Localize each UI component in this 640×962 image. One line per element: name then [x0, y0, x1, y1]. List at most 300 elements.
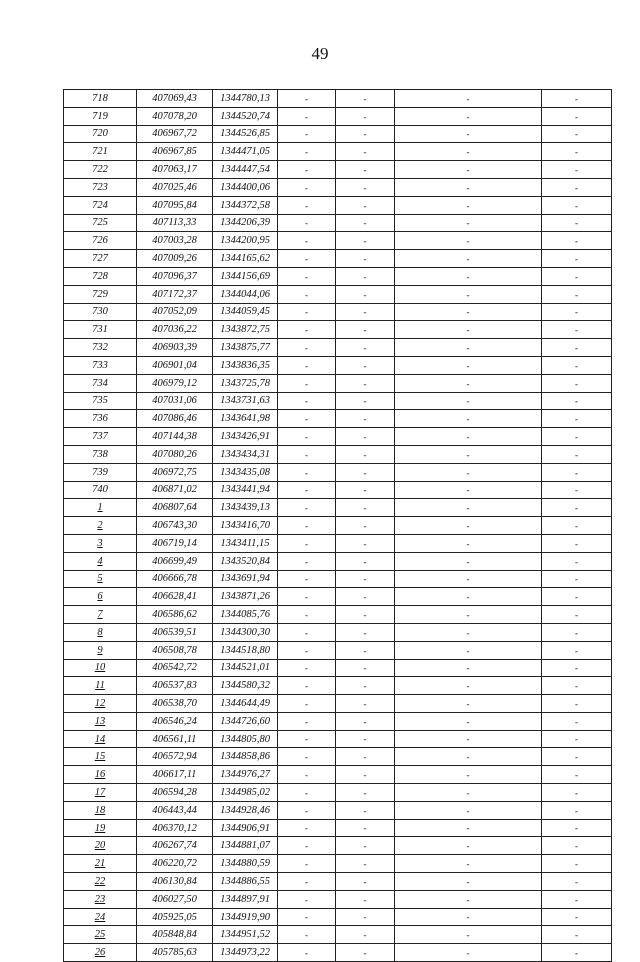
- point-number-text: 726: [92, 235, 108, 247]
- point-number: [64, 339, 137, 357]
- point-number: [64, 944, 137, 962]
- empty-value-dash: -: [395, 285, 542, 303]
- empty-value-dash: -: [542, 677, 612, 695]
- point-number: [64, 214, 137, 232]
- point-number-text: 731: [92, 324, 108, 336]
- empty-value-dash: -: [395, 125, 542, 143]
- table-row: [64, 499, 612, 517]
- x-coordinate: 406586,62: [137, 606, 213, 624]
- table-row: [64, 463, 612, 481]
- x-coordinate: 407063,17: [137, 161, 213, 179]
- point-number-text: 24: [94, 911, 106, 923]
- point-number: [64, 90, 137, 108]
- empty-value-dash: -: [336, 107, 395, 125]
- empty-value-dash: -: [395, 570, 542, 588]
- x-coordinate: 407096,37: [137, 267, 213, 285]
- empty-value-dash: -: [336, 517, 395, 535]
- empty-value-dash: -: [542, 161, 612, 179]
- empty-value-dash: -: [336, 623, 395, 641]
- y-coordinate: 1343872,75: [213, 321, 278, 339]
- empty-value-dash: -: [542, 890, 612, 908]
- empty-value-dash: -: [336, 819, 395, 837]
- empty-value-dash: -: [395, 623, 542, 641]
- table-row: [64, 552, 612, 570]
- empty-value-dash: -: [278, 178, 336, 196]
- empty-value-dash: -: [336, 481, 395, 499]
- table-row: [64, 178, 612, 196]
- point-number-text: 735: [92, 395, 108, 407]
- point-number-text: 724: [92, 199, 108, 211]
- point-number-text: 732: [92, 342, 108, 354]
- empty-value-dash: -: [542, 819, 612, 837]
- empty-value-dash: -: [395, 356, 542, 374]
- table-row: [64, 534, 612, 552]
- empty-value-dash: -: [542, 730, 612, 748]
- table-row: [64, 712, 612, 730]
- y-coordinate: 1343411,15: [213, 534, 278, 552]
- x-coordinate: 407052,09: [137, 303, 213, 321]
- point-number: [64, 712, 137, 730]
- point-number-text: 14: [94, 733, 106, 745]
- empty-value-dash: -: [336, 695, 395, 713]
- empty-value-dash: -: [278, 695, 336, 713]
- x-coordinate: 406561,11: [137, 730, 213, 748]
- table-row: [64, 677, 612, 695]
- y-coordinate: 1344580,32: [213, 677, 278, 695]
- empty-value-dash: -: [542, 873, 612, 891]
- point-number-text: 6: [97, 591, 103, 603]
- empty-value-dash: -: [395, 90, 542, 108]
- empty-value-dash: -: [542, 374, 612, 392]
- empty-value-dash: -: [336, 161, 395, 179]
- empty-value-dash: -: [395, 819, 542, 837]
- empty-value-dash: -: [395, 890, 542, 908]
- point-number-text: 3: [97, 537, 103, 549]
- empty-value-dash: -: [278, 143, 336, 161]
- table-row: [64, 143, 612, 161]
- y-coordinate: 1344973,22: [213, 944, 278, 962]
- empty-value-dash: -: [336, 125, 395, 143]
- empty-value-dash: -: [542, 517, 612, 535]
- point-number-text: 13: [94, 715, 106, 727]
- x-coordinate: 407069,43: [137, 90, 213, 108]
- empty-value-dash: -: [278, 267, 336, 285]
- empty-value-dash: -: [278, 712, 336, 730]
- empty-value-dash: -: [542, 695, 612, 713]
- point-number: [64, 588, 137, 606]
- empty-value-dash: -: [336, 356, 395, 374]
- empty-value-dash: -: [542, 570, 612, 588]
- table-row: [64, 517, 612, 535]
- point-number-text: 734: [92, 377, 108, 389]
- empty-value-dash: -: [336, 339, 395, 357]
- empty-value-dash: -: [542, 534, 612, 552]
- x-coordinate: 406967,85: [137, 143, 213, 161]
- point-number-text: 740: [92, 484, 108, 496]
- empty-value-dash: -: [336, 552, 395, 570]
- empty-value-dash: -: [278, 606, 336, 624]
- x-coordinate: 407080,26: [137, 445, 213, 463]
- empty-value-dash: -: [278, 356, 336, 374]
- empty-value-dash: -: [395, 784, 542, 802]
- empty-value-dash: -: [336, 499, 395, 517]
- empty-value-dash: -: [542, 339, 612, 357]
- empty-value-dash: -: [395, 143, 542, 161]
- y-coordinate: 1344976,27: [213, 766, 278, 784]
- empty-value-dash: -: [278, 801, 336, 819]
- empty-value-dash: -: [542, 232, 612, 250]
- table-row: [64, 285, 612, 303]
- point-number: [64, 267, 137, 285]
- y-coordinate: 1343441,94: [213, 481, 278, 499]
- empty-value-dash: -: [278, 926, 336, 944]
- empty-value-dash: -: [395, 677, 542, 695]
- point-number-text: 9: [97, 644, 103, 656]
- empty-value-dash: -: [395, 926, 542, 944]
- table-row: [64, 90, 612, 108]
- point-number: [64, 552, 137, 570]
- empty-value-dash: -: [278, 677, 336, 695]
- point-number-text: 10: [94, 662, 106, 674]
- y-coordinate: 1344300,30: [213, 623, 278, 641]
- empty-value-dash: -: [336, 178, 395, 196]
- x-coordinate: 407009,26: [137, 250, 213, 268]
- point-number: [64, 232, 137, 250]
- y-coordinate: 1344471,05: [213, 143, 278, 161]
- empty-value-dash: -: [278, 944, 336, 962]
- table-row: [64, 908, 612, 926]
- empty-value-dash: -: [542, 267, 612, 285]
- table-row: [64, 214, 612, 232]
- point-number: [64, 428, 137, 446]
- point-number-text: 20: [94, 840, 106, 852]
- point-number-text: 5: [97, 573, 103, 585]
- x-coordinate: 406967,72: [137, 125, 213, 143]
- table-row: [64, 837, 612, 855]
- y-coordinate: 1344906,91: [213, 819, 278, 837]
- point-number: [64, 695, 137, 713]
- point-number-text: 4: [97, 555, 103, 567]
- empty-value-dash: -: [336, 250, 395, 268]
- x-coordinate: 406979,12: [137, 374, 213, 392]
- x-coordinate: 407172,37: [137, 285, 213, 303]
- empty-value-dash: -: [278, 837, 336, 855]
- empty-value-dash: -: [278, 250, 336, 268]
- y-coordinate: 1344985,02: [213, 784, 278, 802]
- empty-value-dash: -: [542, 285, 612, 303]
- point-number: [64, 392, 137, 410]
- y-coordinate: 1344919,90: [213, 908, 278, 926]
- empty-value-dash: -: [336, 873, 395, 891]
- y-coordinate: 1344726,60: [213, 712, 278, 730]
- y-coordinate: 1344400,06: [213, 178, 278, 196]
- point-number-text: 720: [92, 128, 108, 140]
- empty-value-dash: -: [278, 125, 336, 143]
- y-coordinate: 1344644,49: [213, 695, 278, 713]
- empty-value-dash: -: [278, 428, 336, 446]
- table-row: [64, 410, 612, 428]
- point-number-text: 23: [94, 893, 106, 905]
- x-coordinate: 406666,78: [137, 570, 213, 588]
- y-coordinate: 1344928,46: [213, 801, 278, 819]
- empty-value-dash: -: [395, 855, 542, 873]
- empty-value-dash: -: [278, 499, 336, 517]
- empty-value-dash: -: [278, 784, 336, 802]
- table-row: [64, 890, 612, 908]
- empty-value-dash: -: [395, 641, 542, 659]
- empty-value-dash: -: [542, 481, 612, 499]
- point-number: [64, 890, 137, 908]
- empty-value-dash: -: [542, 356, 612, 374]
- y-coordinate: 1344085,76: [213, 606, 278, 624]
- empty-value-dash: -: [542, 748, 612, 766]
- empty-value-dash: -: [542, 445, 612, 463]
- point-number: [64, 606, 137, 624]
- table-row: [64, 926, 612, 944]
- point-number: [64, 534, 137, 552]
- table-row: [64, 392, 612, 410]
- point-number-text: 727: [92, 253, 108, 265]
- empty-value-dash: -: [336, 463, 395, 481]
- empty-value-dash: -: [336, 748, 395, 766]
- y-coordinate: 1343725,78: [213, 374, 278, 392]
- x-coordinate: 406220,72: [137, 855, 213, 873]
- empty-value-dash: -: [542, 944, 612, 962]
- empty-value-dash: -: [395, 250, 542, 268]
- table-row: [64, 730, 612, 748]
- empty-value-dash: -: [395, 588, 542, 606]
- point-number-text: 718: [92, 92, 108, 104]
- y-coordinate: 1344518,80: [213, 641, 278, 659]
- empty-value-dash: -: [278, 214, 336, 232]
- point-number-text: 26: [94, 947, 106, 959]
- x-coordinate: 406719,14: [137, 534, 213, 552]
- empty-value-dash: -: [336, 196, 395, 214]
- point-number-text: 17: [94, 786, 106, 798]
- table-row: [64, 196, 612, 214]
- empty-value-dash: -: [542, 107, 612, 125]
- empty-value-dash: -: [278, 641, 336, 659]
- point-number: [64, 445, 137, 463]
- empty-value-dash: -: [278, 463, 336, 481]
- x-coordinate: 407003,28: [137, 232, 213, 250]
- empty-value-dash: -: [336, 410, 395, 428]
- empty-value-dash: -: [278, 517, 336, 535]
- table-row: [64, 107, 612, 125]
- empty-value-dash: -: [336, 908, 395, 926]
- point-number-text: 7: [97, 609, 103, 620]
- empty-value-dash: -: [278, 819, 336, 837]
- point-number: [64, 730, 137, 748]
- empty-value-dash: -: [542, 837, 612, 855]
- empty-value-dash: -: [336, 570, 395, 588]
- empty-value-dash: -: [542, 303, 612, 321]
- empty-value-dash: -: [336, 534, 395, 552]
- empty-value-dash: -: [336, 926, 395, 944]
- point-number-text: 728: [92, 270, 108, 282]
- table-row: [64, 161, 612, 179]
- empty-value-dash: -: [336, 143, 395, 161]
- x-coordinate: 406370,12: [137, 819, 213, 837]
- table-row: [64, 659, 612, 677]
- empty-value-dash: -: [542, 606, 612, 624]
- empty-value-dash: -: [336, 321, 395, 339]
- table-row: [64, 356, 612, 374]
- table-row: [64, 267, 612, 285]
- empty-value-dash: -: [336, 428, 395, 446]
- empty-value-dash: -: [542, 926, 612, 944]
- point-number: [64, 908, 137, 926]
- x-coordinate: 406628,41: [137, 588, 213, 606]
- y-coordinate: 1344805,80: [213, 730, 278, 748]
- empty-value-dash: -: [395, 837, 542, 855]
- table-row: [64, 623, 612, 641]
- x-coordinate: 406807,64: [137, 499, 213, 517]
- point-number: [64, 517, 137, 535]
- empty-value-dash: -: [395, 944, 542, 962]
- empty-value-dash: -: [278, 766, 336, 784]
- empty-value-dash: -: [278, 161, 336, 179]
- x-coordinate: 406537,83: [137, 677, 213, 695]
- empty-value-dash: -: [278, 730, 336, 748]
- y-coordinate: 1343731,63: [213, 392, 278, 410]
- empty-value-dash: -: [278, 392, 336, 410]
- y-coordinate: 1343520,84: [213, 552, 278, 570]
- x-coordinate: 406572,94: [137, 748, 213, 766]
- empty-value-dash: -: [395, 873, 542, 891]
- x-coordinate: 407078,20: [137, 107, 213, 125]
- table-row: [64, 819, 612, 837]
- empty-value-dash: -: [395, 730, 542, 748]
- empty-value-dash: -: [395, 232, 542, 250]
- empty-value-dash: -: [336, 214, 395, 232]
- empty-value-dash: -: [395, 161, 542, 179]
- table-row: [64, 481, 612, 499]
- table-row: [64, 695, 612, 713]
- empty-value-dash: -: [336, 944, 395, 962]
- x-coordinate: 406594,28: [137, 784, 213, 802]
- empty-value-dash: -: [542, 784, 612, 802]
- y-coordinate: 1344858,86: [213, 748, 278, 766]
- empty-value-dash: -: [542, 428, 612, 446]
- empty-value-dash: -: [336, 392, 395, 410]
- table-row: [64, 374, 612, 392]
- empty-value-dash: -: [395, 214, 542, 232]
- x-coordinate: 406542,72: [137, 659, 213, 677]
- x-coordinate: 407144,38: [137, 428, 213, 446]
- empty-value-dash: -: [542, 196, 612, 214]
- table-row: [64, 606, 612, 624]
- point-number-text: 16: [94, 769, 106, 781]
- point-number: [64, 321, 137, 339]
- empty-value-dash: -: [395, 374, 542, 392]
- x-coordinate: 406508,78: [137, 641, 213, 659]
- point-number: [64, 677, 137, 695]
- table-row: [64, 232, 612, 250]
- y-coordinate: 1344526,85: [213, 125, 278, 143]
- point-number: [64, 873, 137, 891]
- empty-value-dash: -: [336, 890, 395, 908]
- y-coordinate: 1344447,54: [213, 161, 278, 179]
- y-coordinate: 1344880,59: [213, 855, 278, 873]
- point-number: [64, 855, 137, 873]
- point-number-text: 12: [94, 697, 106, 709]
- point-number-text: 738: [92, 448, 108, 460]
- point-number-text: 21: [94, 858, 106, 870]
- point-number-text: 722: [92, 164, 108, 176]
- empty-value-dash: -: [395, 303, 542, 321]
- x-coordinate: 406130,84: [137, 873, 213, 891]
- empty-value-dash: -: [336, 374, 395, 392]
- point-number-text: 739: [92, 466, 108, 478]
- empty-value-dash: -: [278, 570, 336, 588]
- point-number-text: 719: [92, 110, 108, 122]
- x-coordinate: 406743,30: [137, 517, 213, 535]
- empty-value-dash: -: [278, 232, 336, 250]
- empty-value-dash: -: [395, 801, 542, 819]
- table-row: [64, 125, 612, 143]
- y-coordinate: 1344372,58: [213, 196, 278, 214]
- table-row: [64, 339, 612, 357]
- point-number: [64, 463, 137, 481]
- table-row: [64, 748, 612, 766]
- x-coordinate: 407086,46: [137, 410, 213, 428]
- x-coordinate: 406546,24: [137, 712, 213, 730]
- empty-value-dash: -: [395, 196, 542, 214]
- table-row: [64, 801, 612, 819]
- empty-value-dash: -: [278, 552, 336, 570]
- y-coordinate: 1343416,70: [213, 517, 278, 535]
- point-number: [64, 801, 137, 819]
- empty-value-dash: -: [542, 499, 612, 517]
- empty-value-dash: -: [542, 623, 612, 641]
- point-number-text: 1: [97, 502, 103, 514]
- point-number-text: 22: [94, 875, 106, 887]
- point-number: [64, 356, 137, 374]
- point-number-text: 19: [94, 822, 106, 834]
- empty-value-dash: -: [542, 659, 612, 677]
- point-number-text: 15: [94, 751, 106, 763]
- point-number: [64, 178, 137, 196]
- empty-value-dash: -: [395, 766, 542, 784]
- y-coordinate: 1343875,77: [213, 339, 278, 357]
- page-number: 49: [311, 44, 329, 63]
- point-number-text: 2: [97, 520, 103, 532]
- table-row: [64, 321, 612, 339]
- x-coordinate: 406539,51: [137, 623, 213, 641]
- empty-value-dash: -: [278, 659, 336, 677]
- y-coordinate: 1344886,55: [213, 873, 278, 891]
- point-number: [64, 107, 137, 125]
- empty-value-dash: -: [278, 374, 336, 392]
- empty-value-dash: -: [336, 855, 395, 873]
- empty-value-dash: -: [395, 481, 542, 499]
- empty-value-dash: -: [542, 552, 612, 570]
- table-row: [64, 303, 612, 321]
- x-coordinate: 406871,02: [137, 481, 213, 499]
- x-coordinate: 407025,46: [137, 178, 213, 196]
- empty-value-dash: -: [395, 748, 542, 766]
- empty-value-dash: -: [395, 410, 542, 428]
- point-number: [64, 766, 137, 784]
- table-row: [64, 588, 612, 606]
- y-coordinate: 1343434,31: [213, 445, 278, 463]
- point-number: [64, 161, 137, 179]
- point-number: [64, 374, 137, 392]
- point-number: [64, 499, 137, 517]
- x-coordinate: 405848,84: [137, 926, 213, 944]
- empty-value-dash: -: [336, 712, 395, 730]
